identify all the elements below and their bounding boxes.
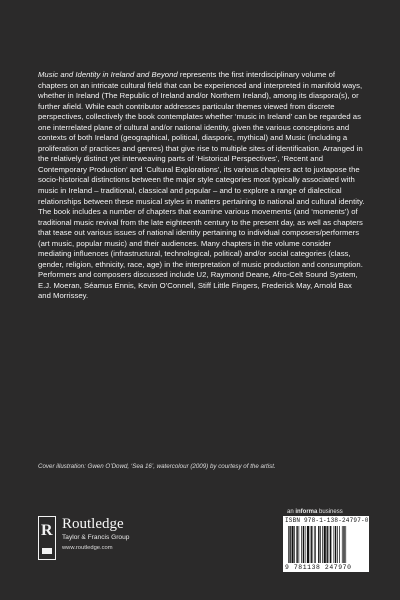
publisher-group: Taylor & Francis Group [62, 534, 130, 541]
routledge-r-logo-icon: R [38, 516, 56, 560]
publisher-logo [38, 516, 129, 560]
cover-illustration-credit: Cover illustration: Gwen O’Dowd, ‘Sea 16’, watercolour (2009) by courtesy of the artist. [38, 463, 276, 470]
publisher-name: Routledge [62, 516, 124, 532]
barcode-number: 9 781138 247970 [285, 564, 352, 571]
blurb-text: represents the first interdisciplinary volume of chapters on an intricate cultural field that can be experienced and interpreted in manifold ways, whether in Ireland (The Republic of Ireland and/or Northern Ireland), among its diaspora(s), or further afield. While each contributor addresses particular themes viewed from discrete perspectives, collectively the book contemplates whether ‘music in Ireland’ can be regarded as one interrelated plane of cultural and/or national identity, given the various conceptions and contexts of both Ireland (geographical, political, diasporic, mythical) and Music (including a proliferation of practices and genres) that give rise to multiple sites of identification. Arranged in the relatively distinct yet interweaving parts of ‘Historical Perspectives’, ‘Recent and Contemporary Production’ and ‘Cultural Explorations’, its various chapters act to juxtapose the socio-historical distinctions between the major style categories most typically associated with music in Ireland – traditional, classical and popular – and to explore a range of dialectical relationships between these musical styles in matters pertaining to national and cultural identity. The book includes a number of chapters that examine various movements (and ‘moments’) of traditional music revival from the late eighteenth century to the present day, as well as chapters that tease out various issues of national identity pertaining to individual composers/performers (art music, popular music) and their audiences. Many chapters in the volume consider mediating influences (infrastructural, technological, political) and/or social categories (class, gender, religion, ethnicity, race, age) in the interpretation of music production and consumption. Performers and composers discussed include U2, Raymond Deane, Afro-Celt Sound System, E.J. Moeran, Séamus Ennis, Kevin O’Connell, Stiff Little Fingers, Frederick May, Arnold Bax and Morrissey. [38, 70, 365, 301]
barcode [283, 516, 369, 572]
barcode-bars [288, 526, 364, 564]
book-title: Music and Identity in Ireland and Beyond [38, 70, 178, 79]
back-cover-blurb [38, 70, 366, 302]
publisher-url: www.routledge.com [62, 545, 113, 551]
informa-business-tag: an informa business [287, 509, 343, 515]
isbn-label: ISBN 978-1-138-24797-0 [285, 517, 369, 524]
publisher-text [62, 516, 129, 552]
informa-brand: informa [295, 509, 318, 515]
